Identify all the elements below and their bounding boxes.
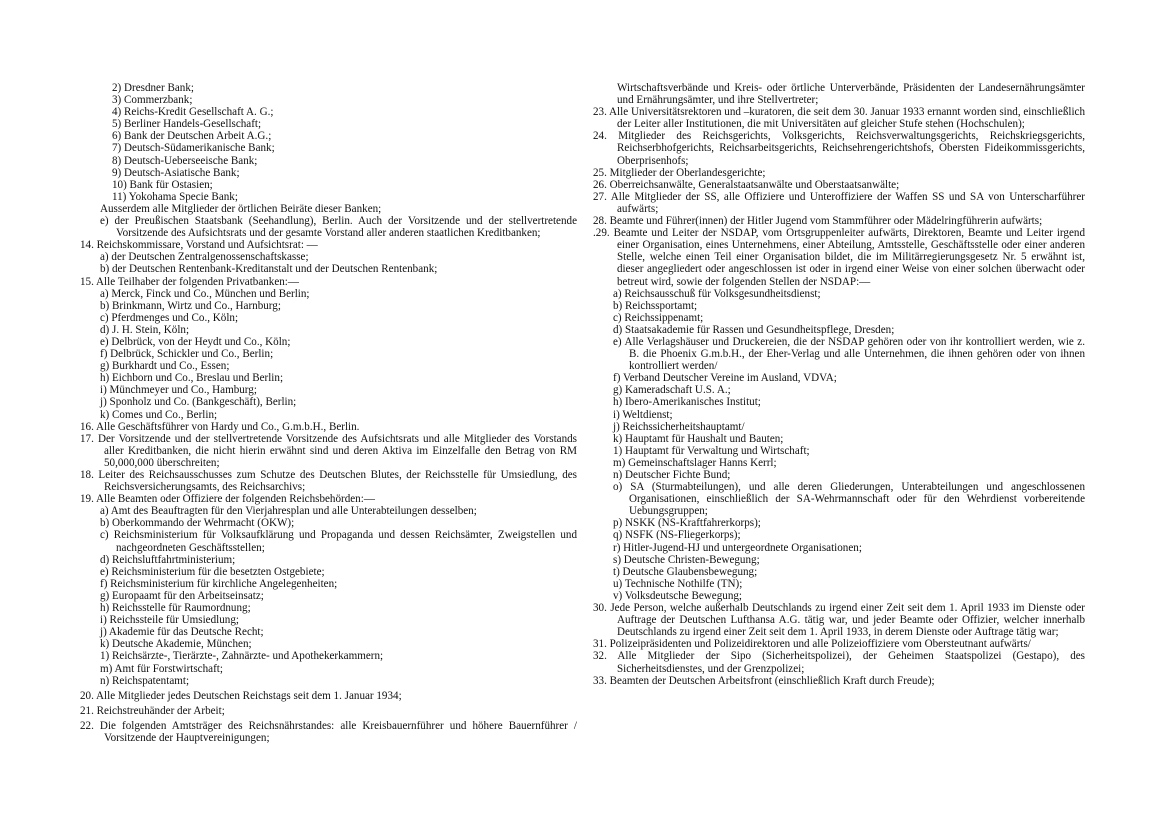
- right-column-line: i) Weltdienst;: [613, 408, 673, 421]
- right-column-line: 25. Mitglieder der Oberlandesgerichte;: [593, 166, 766, 179]
- left-column-line: j) Sponholz und Co. (Bankgeschäft), Berlin;: [100, 396, 297, 409]
- left-column-line: h) Eichborn und Co., Breslau und Berlin;: [100, 372, 284, 385]
- right-column-line: s) Deutsche Christen-Bewegung;: [613, 553, 760, 566]
- left-column-line: 2) Dresdner Bank;: [112, 82, 194, 94]
- left-column-line: e) der Preußischen Staatsbank (Seehandlung), Berlin. Auch der Vorsitzende und der stellvertretende Vorsitzende des Aufsichtsrats und der gesamte Vorstand aller anderen staatlichen Kreditbanken;: [100, 215, 577, 240]
- left-column-line: a) Merck, Finck und Co., München und Berlin;: [100, 287, 310, 300]
- left-column-line: Ausserdem alle Mitglieder der örtlichen Beiräte dieser Banken;: [100, 202, 382, 215]
- left-column-line: c) Pferdmenges und Co., Köln;: [100, 311, 239, 324]
- left-column-line: 18. Leiter des Reichsausschusses zum Schutze des Deutschen Blutes, der Reichsstelle für Umsiedlung, des Reichsversicherungsamts, des Reichsarchivs;: [80, 469, 577, 494]
- right-column-line: u) Technische Nothilfe (TN);: [613, 577, 743, 590]
- right-column-line: o) SA (Sturmabteilungen), und alle deren Gliederungen, Unterabteilungen und angeschlossenen Organisationen, einschließlich der SA-Wehrmannschaft oder für den Wehrdienst vorbereitende Uebungsgruppen;: [613, 481, 1085, 518]
- left-column-line: a) der Deutschen Zentralgenossenschaftskasse;: [100, 251, 309, 264]
- left-column-line: j) Akademie für das Deutsche Recht;: [100, 626, 264, 639]
- left-column-line: 15. Alle Teilhaber der folgenden Privatbanken:—: [80, 275, 299, 288]
- left-column-line: b) Brinkmann, Wirtz und Co., Harnburg;: [100, 299, 281, 312]
- left-column-line: b) der Deutschen Rentenbank-Kreditanstalt und der Deutschen Rentenbank;: [100, 263, 438, 276]
- right-column-line: m) Gemeinschaftslager Hanns Kerrl;: [613, 456, 777, 469]
- left-column-line: 7) Deutsch-Südamerikanische Bank;: [112, 142, 275, 155]
- left-column-line: 20. Alle Mitglieder jedes Deutschen Reichstags seit dem 1. Januar 1934;: [80, 689, 402, 702]
- left-column-line: b) Oberkommando der Wehrmacht (OKW);: [100, 517, 295, 530]
- right-column-line: g) Kameradschaft U.S. A.;: [613, 384, 731, 397]
- left-column-line: k) Deutsche Akademie, München;: [100, 638, 252, 651]
- left-column-line: 21. Reichstreuhänder der Arbeit;: [80, 704, 225, 717]
- right-column-line: v) Volksdeutsche Bewegung;: [613, 589, 743, 602]
- left-column-line: a) Amt des Beauftragten für den Vierjahresplan und alle Unterabteilungen desselben;: [100, 505, 477, 518]
- right-column-line: Wirtschaftsverbände und Kreis- oder örtliche Unterverbände, Präsidenten der Landesernährungsämter und Ernährungsämter, und ihre Stellvertreter;: [617, 82, 1085, 107]
- right-column-line: 32. Alle Mitglieder der Sipo (Sicherheitspolizei), der Geheimen Staatspolizei (Gestapo), des Sicherheitsdienstes, und der Grenzpolizei;: [593, 650, 1085, 675]
- right-column-line: t) Deutsche Glaubensbewegung;: [613, 565, 758, 578]
- left-column-line: d) J. H. Stein, Köln;: [100, 323, 190, 336]
- right-column: [593, 82, 1085, 687]
- right-column-line: e) Alle Verlagshäuser und Druckereien, die der NSDAP gehören oder von ihr kontrolliert werden, wie z. B. die Phoenix G.m.b.H., der Eher-Verlag und alle Unternehmen, die ihnen gehören oder von ihnen kontrolliert werden/: [613, 335, 1085, 373]
- left-column: [80, 82, 577, 744]
- left-column-line: e) Reichsministerium für die besetzten Ostgebiete;: [100, 565, 325, 578]
- right-column-line: p) NSKK (NS-Kraftfahrerkorps);: [613, 517, 761, 530]
- right-column-line: a) Reichsausschuß für Volksgesundheitsdienst;: [613, 287, 821, 300]
- left-column-line: i) Reichssteile für Umsiedlung;: [100, 614, 239, 627]
- left-column-line: n) Reichspatentamt;: [100, 674, 190, 687]
- left-column-line: i) Münchmeyer und Co., Hamburg;: [100, 384, 257, 397]
- left-column-line: 4) Reichs-Kredit Gesellschaft A. G.;: [112, 106, 274, 119]
- left-column-line: f) Delbrück, Schickler und Co., Berlin;: [100, 348, 274, 361]
- right-column-line: j) Reichssicherheitshauptamt/: [613, 420, 745, 433]
- right-column-line: 23. Alle Universitätsrektoren und –kuratoren, die seit dem 30. Januar 1933 ernannt worden sind, einschließlich der Leiter aller Institutionen, die mit Universitäten auf gleicher Stufe stehen (Hochschulen);: [593, 106, 1085, 131]
- left-column-line: g) Europaamt für den Arbeitseinsatz;: [100, 589, 264, 602]
- left-column-line: e) Delbrück, von der Heydt und Co., Köln;: [100, 335, 291, 348]
- right-column-line: 28. Beamte und Führer(innen) der Hitler Jugend vom Stammführer oder Mädelringführerin aufwärts;: [593, 215, 1043, 228]
- left-column-line: h) Reichsstelle für Raumordnung;: [100, 602, 251, 615]
- right-column-line: 1) Hauptamt für Verwaltung und Wirtschaft;: [613, 444, 810, 457]
- left-column-line: c) Reichsministerium für Volksaufklärung und Propaganda und dessen Reichsämter, Zweigstellen und nachgeordneten Geschäftsstellen;: [100, 529, 577, 554]
- left-column-line: g) Burkhardt und Co., Essen;: [100, 360, 230, 373]
- left-column-line: 3) Commerzbank;: [112, 94, 193, 107]
- left-column-line: 11) Yokohama Specie Bank;: [112, 190, 238, 203]
- left-column-line: 17. Der Vorsitzende und der stellvertretende Vorsitzende des Aufsichtsrats und alle Mitglieder des Vorstands aller Kreditbanken, die nicht hierin erwähnt sind und deren Aktiva im Einzelfalle den Betrag von RM 50,000,000 überschreiten;: [80, 432, 577, 469]
- right-column-line: r) Hitler-Jugend-HJ und untergeordnete Organisationen;: [613, 541, 862, 554]
- left-column-line: 9) Deutsch-Asiatische Bank;: [112, 166, 240, 179]
- left-column-line: d) Reichsluftfahrtministerium;: [100, 553, 236, 566]
- left-column-line: 19. Alle Beamten oder Offiziere der folgenden Reichsbehörden:—: [80, 493, 375, 506]
- right-column-line: f) Verband Deutscher Vereine im Ausland, VDVA;: [613, 372, 837, 385]
- right-column-line: b) Reichssportamt;: [613, 299, 698, 312]
- right-column-line: .29. Beamte und Leiter der NSDAP, vom Ortsgruppenleiter aufwärts, Direktoren, Beamte und Leiter irgend einer Organisation, eines Unternehmens, einer Abteilung, Amtsstelle, Geschäftsstelle oder einer anderen Stelle, welche einen Teil einer Organisation bildet, die im Militärregierungsgesetz Nr. 5 erwähnt ist, dieser angegliedert oder angeschlossen ist oder in irgend einer Weise von einer solchen überwacht oder betreut wird, sowie der folgenden Stellen der NSDAP:—: [593, 227, 1085, 288]
- right-column-line: k) Hauptamt für Haushalt und Bauten;: [613, 432, 784, 445]
- right-column-line: q) NSFK (NS-Fliegerkorps);: [613, 529, 741, 542]
- left-column-line: 6) Bank der Deutschen Arbeit A.G.;: [112, 130, 272, 143]
- left-column-line: k) Comes und Co., Berlin;: [100, 408, 218, 421]
- right-column-line: 31. Polizeipräsidenten und Polizeidirektoren und alle Polizeioffiziere vom Obersteutnant aufwärts/: [593, 638, 1031, 651]
- left-column-line: 16. Alle Geschäftsführer von Hardy und Co., G.m.b.H., Berlin.: [80, 420, 360, 433]
- right-column-line: n) Deutscher Fichte Bund;: [613, 469, 731, 481]
- right-column-line: 26. Oberreichsanwälte, Generalstaatsanwälte und Oberstaatsanwälte;: [593, 178, 900, 191]
- right-column-line: 24. Mitglieder des Reichsgerichts, Volksgerichts, Reichsverwaltungsgerichts, Reichskriegsgerichts, Reichserbhofgerichts, Reichsarbeitsgerichts, Reichsehrengerichtshofs, Obersten Fideikommissgerichts, Oberprisenhofs;: [593, 130, 1085, 167]
- left-column-line: 10) Bank für Ostasien;: [112, 178, 213, 191]
- right-column-line: 33. Beamten der Deutschen Arbeitsfront (einschließlich Kraft durch Freude);: [593, 674, 935, 687]
- left-column-line: 22. Die folgenden Amtsträger des Reichsnährstandes: alle Kreisbauernführer und höhere Bauernführer / Vorsitzende der Hauptvereinigungen;: [80, 719, 577, 744]
- right-column-line: 30. Jede Person, welche außerhalb Deutschlands zu irgend einer Zeit seit dem 1. April 1933 im Dienste oder Auftrage der Deutschen Lufthansa A.G. tätig war, und jeder Beamte oder Offizier, welcher innerhalb Deutschlands zu irgend einer Zeit seit dem 1. April 1933, in derem Dienste oder Auftrage tätig war;: [593, 602, 1085, 639]
- left-column-line: f) Reichsministerium für kirchliche Angelegenheiten;: [100, 577, 338, 590]
- right-column-line: h) Ibero-Amerikanisches Institut;: [613, 396, 761, 409]
- right-column-line: d) Staatsakademie für Rassen und Gesundheitspflege, Dresden;: [613, 323, 895, 336]
- right-column-line: c) Reichssippenamt;: [613, 311, 704, 324]
- left-column-line: 1) Reichsärzte-, Tierärzte-, Zahnärzte- und Apothekerkammern;: [100, 650, 384, 663]
- left-column-line: 8) Deutsch-Ueberseeische Bank;: [112, 154, 258, 167]
- left-column-line: 5) Berliner Handels-Gesellschaft;: [112, 118, 262, 131]
- left-column-line: m) Amt für Forstwirtschaft;: [100, 662, 223, 675]
- left-column-line: 14. Reichskommissare, Vorstand und Aufsichtsrat: —: [80, 239, 318, 252]
- right-column-line: 27. Alle Mitglieder der SS, alle Offiziere und Unteroffiziere der Waffen SS und SA von Unterscharführer aufwärts;: [593, 190, 1085, 215]
